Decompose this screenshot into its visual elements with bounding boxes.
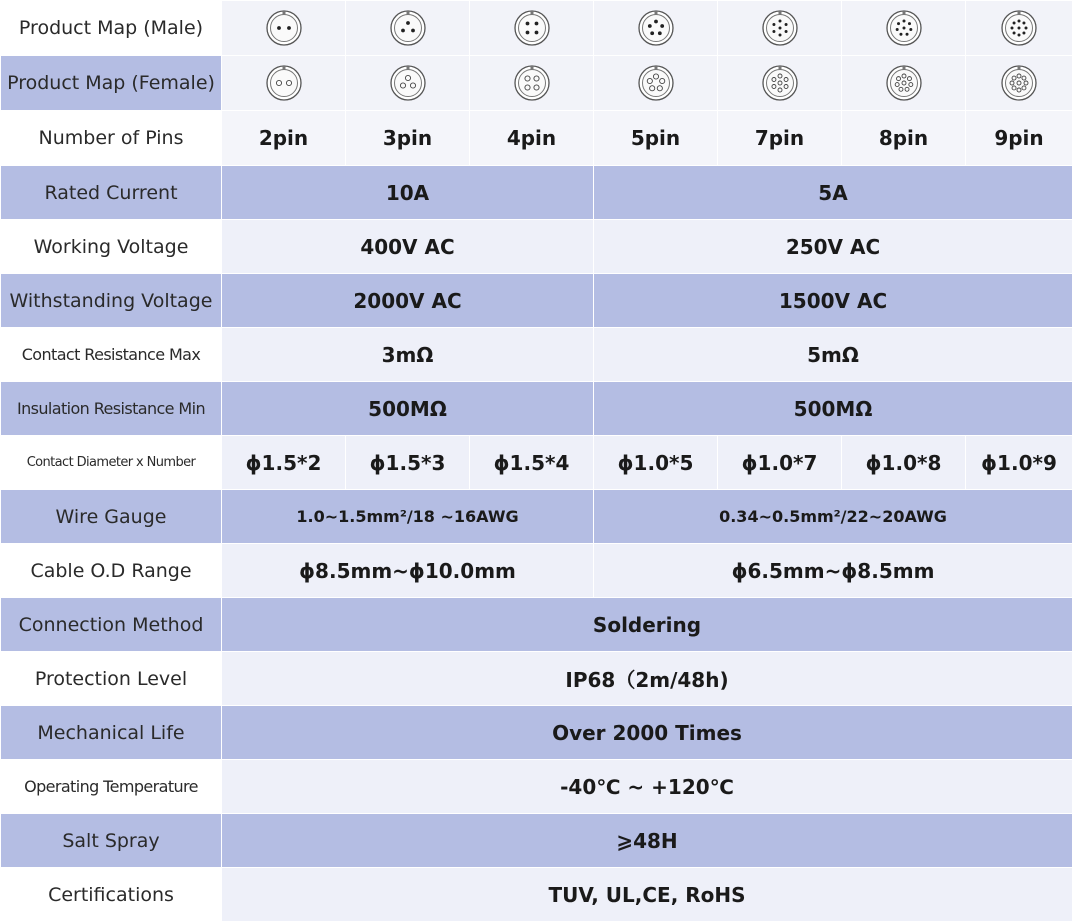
pin-count: 3pin [346,111,470,166]
connector-pin [902,20,905,23]
row-label: Contact Resistance Max [1,328,222,382]
connector-face-svg [512,8,552,48]
connector-pin [784,23,787,26]
connector-pin [778,27,781,30]
row-withstanding-voltage [1,274,1073,328]
rated-current-value: 10A [222,166,594,220]
row-label: Contact Diameter x Number [1,436,222,490]
contact-diameter-value: ϕ1.5*2 [222,436,346,490]
connector-inner-ring [642,15,669,42]
connector-key [778,66,781,70]
connector-pin [1018,34,1021,37]
connector-male-icon [594,1,718,56]
connector-key [530,66,533,70]
operating-temperature-value: -40℃ ~ +120℃ [222,760,1073,814]
connector-pin [772,30,775,33]
row-certifications [1,868,1073,922]
connector-pin [899,33,902,36]
connector-inner-ring [270,15,297,42]
connector-face-svg [388,63,428,103]
connector-pin [905,33,908,36]
connector-pin [277,26,281,30]
connector-female-icon [470,56,594,111]
connector-pin [406,21,410,25]
connector-pin [534,22,538,26]
connector-key [282,11,285,15]
connector-face-svg [760,63,800,103]
connector-pin [1013,22,1016,25]
row-protection-level [1,652,1073,706]
connector-face-svg [264,63,304,103]
row-label: Withstanding Voltage [1,274,222,328]
row-label: Rated Current [1,166,222,220]
insulation-resistance-value: 500MΩ [222,382,594,436]
connector-pin [907,22,910,25]
connector-pin [778,20,781,23]
mechanical-life-value: Over 2000 Times [222,706,1073,760]
row-label: Operating Temperature [1,760,222,814]
connector-pin [525,31,529,35]
connector-male-icon [470,1,594,56]
connector-key [282,66,285,70]
pin-count: 2pin [222,111,346,166]
connector-male-icon [222,1,346,56]
withstanding-voltage-value: 1500V AC [594,274,1073,328]
connector-key [902,11,905,15]
row-insulation-resistance [1,382,1073,436]
connector-key [654,66,657,70]
connector-pin [1018,20,1021,23]
connector-female-icon [594,56,718,111]
row-operating-temperature [1,760,1073,814]
connector-pin [1011,27,1014,30]
connector-pin [909,28,912,31]
connector-face-svg [388,8,428,48]
connector-face-svg [884,63,924,103]
row-label: Number of Pins [1,111,222,166]
row-label: Connection Method [1,598,222,652]
connector-pin [1018,27,1021,30]
connector-pin [660,24,664,28]
connector-pin [647,24,651,28]
row-contact-diameter [1,436,1073,490]
row-label: Mechanical Life [1,706,222,760]
pin-count: 5pin [594,111,718,166]
connector-face-svg [760,8,800,48]
row-label: Product Map (Male) [1,1,222,56]
wire-gauge-value: 0.34~0.5mm²/22~20AWG [594,490,1073,544]
connector-key [902,66,905,70]
connector-female-icon [842,56,966,111]
connector-pin [657,31,661,35]
row-pins [1,111,1073,166]
row-label: Cable O.D Range [1,544,222,598]
contact-diameter-value: ϕ1.0*7 [718,436,842,490]
connector-female-icon [718,56,842,111]
salt-spray-value: ⩾48H [222,814,1073,868]
connector-face-svg [999,63,1039,103]
row-wire-gauge [1,490,1073,544]
connector-pin [895,28,898,31]
connector-inner-ring [394,15,421,42]
withstanding-voltage-value: 2000V AC [222,274,594,328]
contact-diameter-value: ϕ1.5*3 [346,436,470,490]
row-mechanical-life [1,706,1073,760]
connector-pin [411,29,415,33]
row-label: Insulation Resistance Min [1,382,222,436]
working-voltage-value: 250V AC [594,220,1073,274]
connector-pin [525,22,529,26]
connector-pin [902,27,905,30]
connector-pin [1022,31,1025,34]
cable-od-value: ϕ8.5mm~ϕ10.0mm [222,544,594,598]
connector-pin [1025,27,1028,30]
connector-pin [1013,31,1016,34]
row-label: Certifications [1,868,222,922]
certifications-value: TUV, UL,CE, RoHS [222,868,1073,922]
connector-key [406,66,409,70]
connector-key [654,11,657,15]
connector-pin [1022,22,1025,25]
connector-pin [897,22,900,25]
connector-inner-ring [518,15,545,42]
connector-face-svg [884,8,924,48]
working-voltage-value: 400V AC [222,220,594,274]
row-working-voltage [1,220,1073,274]
contact-resistance-value: 5mΩ [594,328,1073,382]
contact-resistance-value: 3mΩ [222,328,594,382]
row-label: Working Voltage [1,220,222,274]
row-label: Salt Spray [1,814,222,868]
connector-face-svg [636,8,676,48]
connector-male-icon [842,1,966,56]
row-connection-method [1,598,1073,652]
wire-gauge-value: 1.0~1.5mm²/18 ~16AWG [222,490,594,544]
pin-count: 9pin [966,111,1073,166]
row-label: Protection Level [1,652,222,706]
connector-pin [772,23,775,26]
connector-key [406,11,409,15]
row-rated-current [1,166,1073,220]
connector-male-icon [346,1,470,56]
contact-diameter-value: ϕ1.0*5 [594,436,718,490]
connector-female-icon [966,56,1073,111]
connector-key [1018,66,1021,70]
contact-diameter-value: ϕ1.5*4 [470,436,594,490]
insulation-resistance-value: 500MΩ [594,382,1073,436]
row-male-map [1,1,1073,56]
connector-pin [784,30,787,33]
rated-current-value: 5A [594,166,1073,220]
connector-pin [650,31,654,35]
connector-inner-ring [270,70,297,97]
connector-pin [287,26,291,30]
connector-male-icon [718,1,842,56]
connector-key [1018,11,1021,15]
contact-diameter-value: ϕ1.0*9 [966,436,1073,490]
pin-count: 4pin [470,111,594,166]
connection-method-value: Soldering [222,598,1073,652]
connector-pin [401,29,405,33]
pin-count: 7pin [718,111,842,166]
connector-pin [778,34,781,37]
contact-diameter-value: ϕ1.0*8 [842,436,966,490]
row-female-map [1,56,1073,111]
connector-pin [654,20,658,24]
row-cable-od [1,544,1073,598]
cable-od-value: ϕ6.5mm~ϕ8.5mm [594,544,1073,598]
connector-face-svg [264,8,304,48]
connector-key [778,11,781,15]
connector-face-svg [636,63,676,103]
connector-face-svg [999,8,1039,48]
pin-count: 8pin [842,111,966,166]
connector-inner-ring [394,70,421,97]
connector-male-icon [966,1,1073,56]
connector-female-icon [222,56,346,111]
connector-inner-ring [518,70,545,97]
protection-level-value: IP68（2m/48h) [222,652,1073,706]
row-label: Product Map (Female) [1,56,222,111]
connector-key [530,11,533,15]
connector-female-icon [346,56,470,111]
row-salt-spray [1,814,1073,868]
connector-face-svg [512,63,552,103]
row-contact-resistance [1,328,1073,382]
row-label: Wire Gauge [1,490,222,544]
connector-pin [534,31,538,35]
